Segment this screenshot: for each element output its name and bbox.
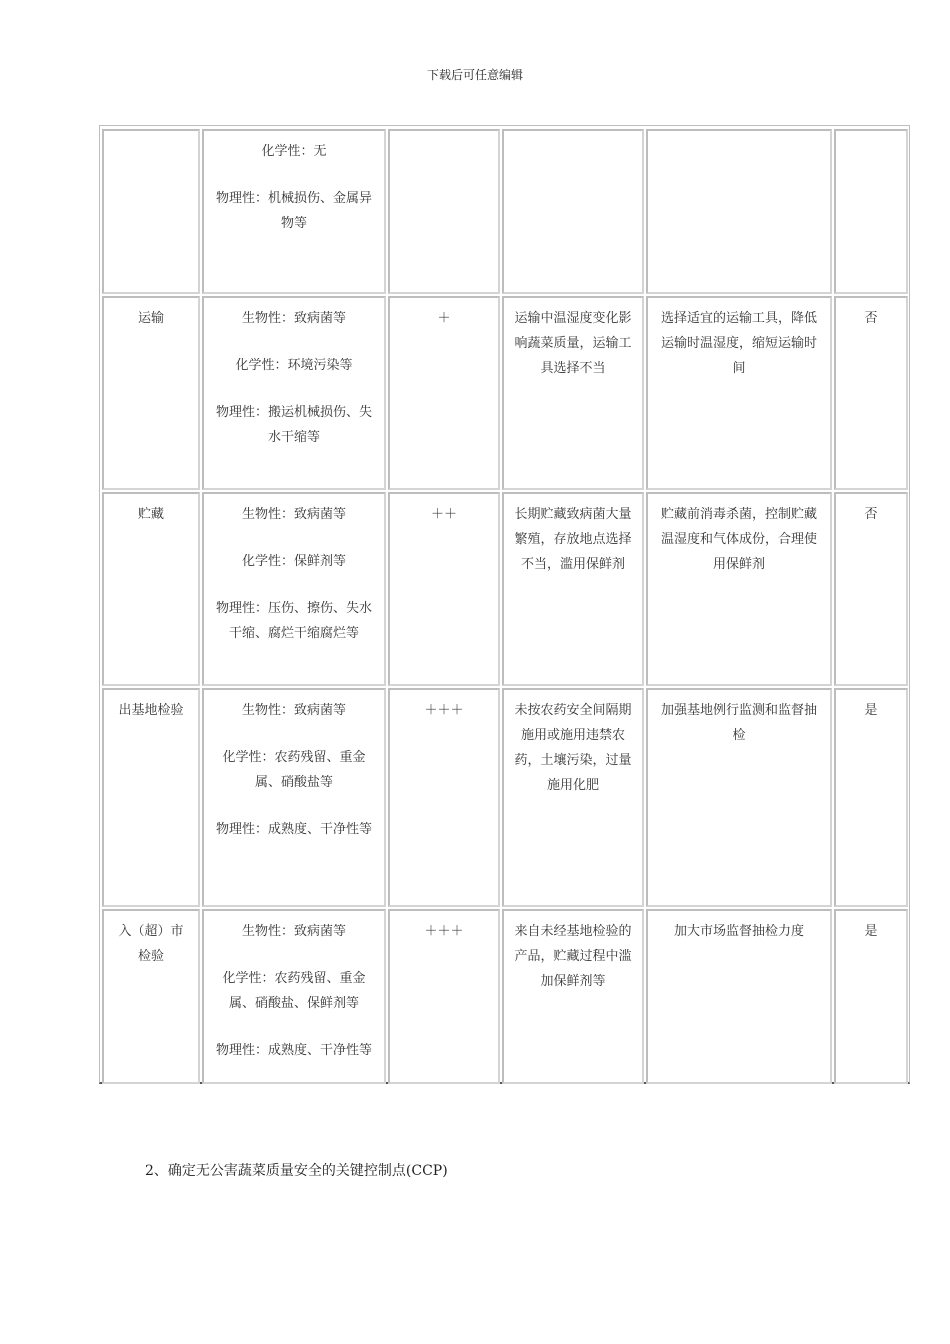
hazards-cell bbox=[202, 129, 386, 294]
measure-cell bbox=[646, 909, 832, 1084]
cause-text: 未按农药安全间隔期施用或施用违禁农药，土壤污染，过量施用化肥 bbox=[514, 703, 632, 793]
hazard-line: 化学性：无 bbox=[261, 144, 327, 159]
hazard-line: 物理性：成熟度、干净性等 bbox=[215, 1043, 372, 1058]
section-heading: 2、确定无公害蔬菜质量安全的关键控制点(CCP) bbox=[145, 1163, 448, 1179]
hazard-line: 物理性：搬运机械损伤、失水干缩等 bbox=[215, 405, 372, 445]
measure-cell bbox=[646, 296, 832, 490]
stage-text: 入（超）市检验 bbox=[118, 924, 184, 964]
hazards-cell bbox=[202, 909, 386, 1084]
level-cell bbox=[388, 296, 500, 490]
ccp-text: 否 bbox=[864, 311, 878, 326]
hazard-line: 化学性：环境污染等 bbox=[235, 358, 353, 373]
cause-text: 运输中温湿度变化影响蔬菜质量，运输工具选择不当 bbox=[514, 311, 632, 376]
level-cell bbox=[388, 688, 500, 907]
hazard-line: 化学性：农药残留、重金属、硝酸盐、保鲜剂等 bbox=[222, 971, 366, 1011]
hazard-line: 化学性：保鲜剂等 bbox=[241, 554, 346, 569]
stage-text: 贮藏 bbox=[137, 507, 164, 522]
stage-cell bbox=[102, 129, 200, 294]
stage-text: 出基地检验 bbox=[118, 703, 184, 718]
hazard-line: 生物性：致病菌等 bbox=[241, 703, 346, 718]
hazard-line: 物理性：机械损伤、金属异物等 bbox=[215, 191, 372, 231]
hazard-line: 生物性：致病菌等 bbox=[241, 311, 346, 326]
measure-text: 加强基地例行监测和监督抽检 bbox=[660, 703, 817, 743]
level-text: ＋＋＋ bbox=[424, 703, 464, 718]
hazard-line: 物理性：成熟度、干净性等 bbox=[215, 822, 372, 837]
hazards-cell bbox=[202, 688, 386, 907]
measure-cell bbox=[646, 492, 832, 686]
measure-text: 加大市场监督抽检力度 bbox=[673, 924, 804, 939]
ccp-text: 否 bbox=[864, 507, 878, 522]
cause-text: 长期贮藏致病菌大量繁殖，存放地点选择不当，滥用保鲜剂 bbox=[514, 507, 632, 572]
cause-cell bbox=[502, 129, 644, 294]
level-text: ＋ bbox=[437, 311, 451, 326]
stage-cell bbox=[102, 492, 200, 686]
ccp-cell bbox=[834, 492, 908, 686]
ccp-cell bbox=[834, 909, 908, 1084]
ccp-cell bbox=[834, 296, 908, 490]
hazards-cell bbox=[202, 296, 386, 490]
level-cell bbox=[388, 129, 500, 294]
cause-cell bbox=[502, 492, 644, 686]
hazard-line: 生物性：致病菌等 bbox=[241, 507, 346, 522]
hazard-line: 化学性：农药残留、重金属、硝酸盐等 bbox=[222, 750, 366, 790]
level-cell bbox=[388, 492, 500, 686]
hazard-line: 生物性：致病菌等 bbox=[241, 924, 346, 939]
measure-cell bbox=[646, 129, 832, 294]
hazard-line: 物理性：压伤、擦伤、失水干缩、腐烂干缩腐烂等 bbox=[215, 601, 372, 641]
level-text: ＋＋ bbox=[430, 507, 457, 522]
hazards-cell bbox=[202, 492, 386, 686]
hazard-analysis-table bbox=[99, 125, 910, 1084]
stage-text: 运输 bbox=[137, 311, 164, 326]
stage-cell bbox=[102, 296, 200, 490]
cause-cell bbox=[502, 688, 644, 907]
level-cell bbox=[388, 909, 500, 1084]
cause-cell bbox=[502, 909, 644, 1084]
ccp-cell bbox=[834, 129, 908, 294]
measure-cell bbox=[646, 688, 832, 907]
stage-cell bbox=[102, 909, 200, 1084]
ccp-text: 是 bbox=[864, 924, 878, 939]
measure-text: 贮藏前消毒杀菌，控制贮藏温湿度和气体成份，合理使用保鲜剂 bbox=[660, 507, 817, 572]
measure-text: 选择适宜的运输工具，降低运输时温湿度，缩短运输时间 bbox=[660, 311, 817, 376]
cause-text: 来自未经基地检验的产品，贮藏过程中滥加保鲜剂等 bbox=[514, 924, 632, 989]
level-text: ＋＋＋ bbox=[424, 924, 464, 939]
cause-cell bbox=[502, 296, 644, 490]
ccp-text: 是 bbox=[864, 703, 878, 718]
page-header: 下载后可任意编辑 bbox=[426, 68, 523, 82]
ccp-cell bbox=[834, 688, 908, 907]
stage-cell bbox=[102, 688, 200, 907]
